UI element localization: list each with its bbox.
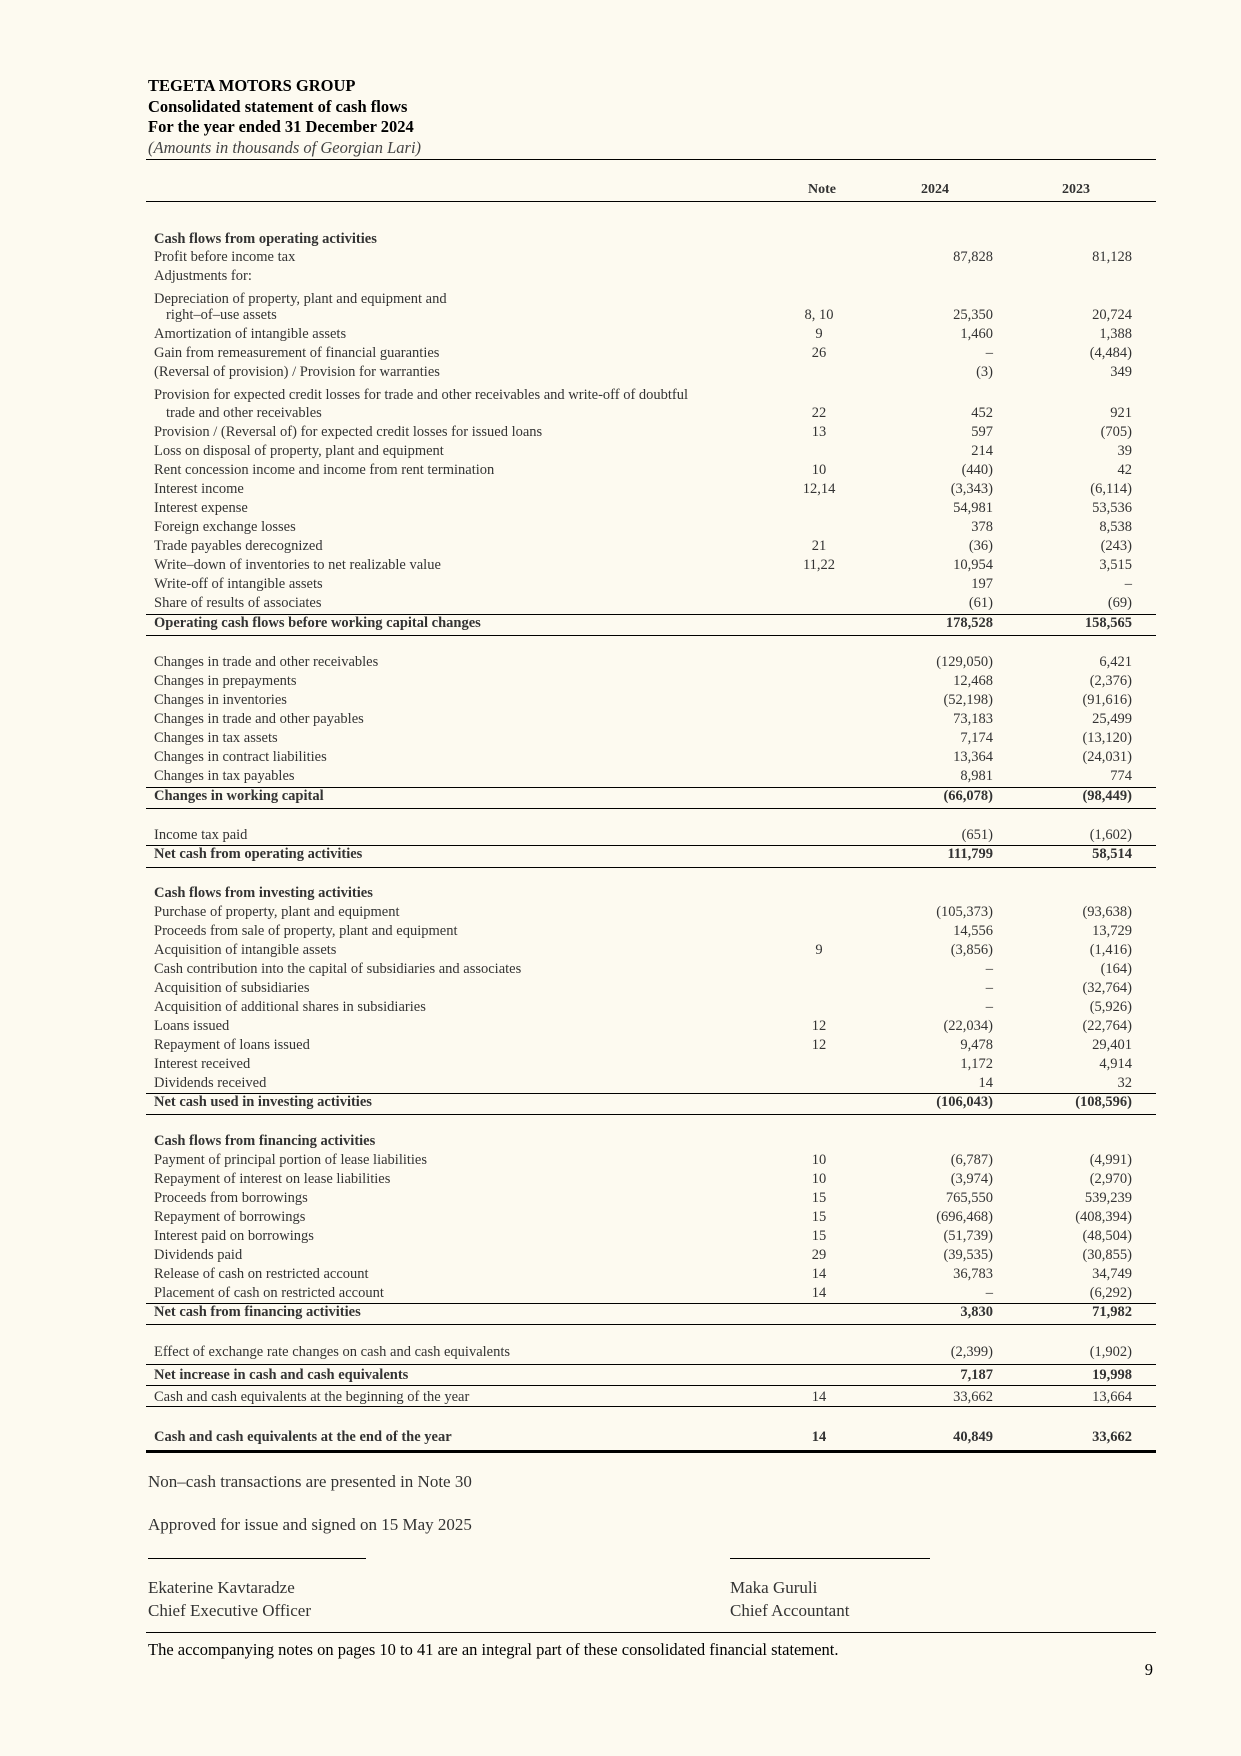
column-header-2024: 2024 bbox=[921, 182, 949, 197]
table-row bbox=[146, 518, 1156, 537]
row-label: Cash flows from investing activities bbox=[154, 885, 373, 901]
value-2024: 111,799 bbox=[947, 846, 993, 862]
value-2024: (651) bbox=[961, 827, 993, 843]
row-label: Cash and cash equivalents at the beginning of the year bbox=[154, 1389, 470, 1405]
row-note: 12,14 bbox=[802, 481, 836, 497]
table-row bbox=[146, 344, 1156, 363]
value-2024: 13,364 bbox=[953, 749, 993, 765]
value-2024: 87,828 bbox=[953, 249, 993, 265]
row-label: Changes in prepayments bbox=[154, 673, 297, 689]
value-2023: 34,749 bbox=[1092, 1266, 1132, 1282]
table-row bbox=[146, 960, 1156, 979]
row-label: trade and other receivables bbox=[166, 405, 322, 421]
value-2023: (1,416) bbox=[1089, 942, 1132, 958]
table-row bbox=[146, 1284, 1156, 1303]
row-label: Write-off of intangible assets bbox=[154, 576, 323, 592]
value-2023: (108,596) bbox=[1075, 1094, 1132, 1110]
value-2023: (1,602) bbox=[1089, 827, 1132, 843]
value-2023: 3,515 bbox=[1099, 557, 1132, 573]
total-row bbox=[146, 1303, 1156, 1322]
table-row bbox=[146, 1265, 1156, 1284]
column-header-note: Note bbox=[808, 182, 836, 197]
row-label: Effect of exchange rate changes on cash and cash equivalents bbox=[154, 1344, 511, 1360]
table-row bbox=[146, 1189, 1156, 1208]
value-2024: (52,198) bbox=[943, 692, 993, 708]
row-label: Adjustments for: bbox=[154, 268, 252, 284]
row-label: Interest received bbox=[154, 1056, 251, 1072]
row-label: Provision / (Reversal of) for expected credit losses for issued loans bbox=[154, 424, 543, 440]
value-2024: 8,981 bbox=[960, 768, 993, 784]
value-2023: (4,484) bbox=[1089, 345, 1132, 361]
table-row bbox=[146, 710, 1156, 729]
value-2023: 71,982 bbox=[1092, 1304, 1132, 1320]
value-2024: 7,174 bbox=[960, 730, 993, 746]
row-label: Share of results of associates bbox=[154, 595, 322, 611]
value-2024: (3) bbox=[976, 364, 993, 380]
table-rule bbox=[146, 635, 1156, 636]
value-2024: 54,981 bbox=[953, 500, 993, 516]
value-2024: 214 bbox=[971, 443, 993, 459]
row-label: Cash and cash equivalents at the end of the year bbox=[154, 1429, 452, 1445]
row-label: Net cash from operating activities bbox=[154, 846, 363, 862]
non-cash-note: Non–cash transactions are presented in Note 30 bbox=[148, 1472, 472, 1491]
value-2023: (4,991) bbox=[1089, 1152, 1132, 1168]
table-row bbox=[146, 423, 1156, 442]
value-2024: 10,954 bbox=[953, 557, 993, 573]
row-label: Dividends received bbox=[154, 1075, 267, 1091]
row-note: 10 bbox=[811, 462, 827, 478]
value-2024: 1,460 bbox=[960, 326, 993, 342]
value-2023: (22,764) bbox=[1082, 1018, 1132, 1034]
footer-rule bbox=[146, 1632, 1156, 1633]
table-row bbox=[146, 653, 1156, 672]
row-note: 15 bbox=[811, 1209, 827, 1225]
table-row bbox=[146, 575, 1156, 594]
value-2024: – bbox=[985, 345, 993, 361]
total-row bbox=[146, 1428, 1156, 1447]
value-2023: 39 bbox=[1117, 443, 1132, 459]
table-rule bbox=[146, 614, 1156, 615]
section-heading bbox=[146, 1132, 1156, 1151]
row-label: Net increase in cash and cash equivalents bbox=[154, 1367, 409, 1383]
row-note: 15 bbox=[811, 1228, 827, 1244]
row-note: 12 bbox=[811, 1018, 827, 1034]
table-row bbox=[146, 1170, 1156, 1189]
row-note: 13 bbox=[811, 424, 827, 440]
value-2024: – bbox=[985, 980, 993, 996]
row-note: 21 bbox=[811, 538, 827, 554]
value-2024: (51,739) bbox=[943, 1228, 993, 1244]
row-label: Changes in contract liabilities bbox=[154, 749, 327, 765]
value-2024: (3,856) bbox=[950, 942, 993, 958]
row-label: Placement of cash on restricted account bbox=[154, 1285, 384, 1301]
page-number: 9 bbox=[1144, 1660, 1153, 1679]
row-label: Net cash from financing activities bbox=[154, 1304, 361, 1320]
value-2024: (3,974) bbox=[950, 1171, 993, 1187]
table-row bbox=[146, 672, 1156, 691]
value-2024: 25,350 bbox=[953, 307, 993, 323]
row-note: 14 bbox=[811, 1285, 827, 1301]
value-2023: (91,616) bbox=[1082, 692, 1132, 708]
value-2024: 197 bbox=[971, 576, 993, 592]
row-label: Loss on disposal of property, plant and equipment bbox=[154, 443, 444, 459]
value-2023: 42 bbox=[1117, 462, 1132, 478]
value-2023: (1,902) bbox=[1089, 1344, 1132, 1360]
section-heading bbox=[146, 884, 1156, 903]
total-row bbox=[146, 787, 1156, 806]
row-label: Cash flows from operating activities bbox=[154, 231, 377, 247]
row-label: Changes in inventories bbox=[154, 692, 287, 708]
value-2024: 597 bbox=[971, 424, 993, 440]
value-2023: 921 bbox=[1110, 405, 1132, 421]
row-note: 26 bbox=[811, 345, 827, 361]
table-row bbox=[146, 1388, 1156, 1407]
value-2024: 73,183 bbox=[953, 711, 993, 727]
row-note: 10 bbox=[811, 1171, 827, 1187]
table-row bbox=[146, 748, 1156, 767]
value-2024: (61) bbox=[968, 595, 993, 611]
table-row bbox=[146, 480, 1156, 499]
table-row bbox=[146, 248, 1156, 267]
statement-title: Consolidated statement of cash flows bbox=[148, 96, 408, 116]
value-2023: (24,031) bbox=[1082, 749, 1132, 765]
table-row bbox=[146, 442, 1156, 461]
row-label: Proceeds from borrowings bbox=[154, 1190, 308, 1206]
table-row bbox=[146, 325, 1156, 344]
row-label: Acquisition of subsidiaries bbox=[154, 980, 310, 996]
table-rule bbox=[146, 867, 1156, 868]
total-row bbox=[146, 1093, 1156, 1112]
document-header bbox=[148, 76, 421, 158]
column-header-2023: 2023 bbox=[1062, 182, 1090, 197]
value-2023: – bbox=[1124, 576, 1132, 592]
value-2023: 32 bbox=[1117, 1075, 1132, 1091]
row-label: Changes in tax payables bbox=[154, 768, 295, 784]
value-2023: (2,376) bbox=[1089, 673, 1132, 689]
value-2024: (39,535) bbox=[943, 1247, 993, 1263]
value-2023: (243) bbox=[1100, 538, 1132, 554]
signature-line-ceo bbox=[148, 1558, 366, 1559]
row-note: 9 bbox=[815, 942, 823, 958]
row-label: Interest paid on borrowings bbox=[154, 1228, 314, 1244]
row-note: 14 bbox=[811, 1266, 827, 1282]
value-2023: (32,764) bbox=[1082, 980, 1132, 996]
value-2023: 13,729 bbox=[1092, 923, 1132, 939]
value-2024: (22,034) bbox=[943, 1018, 993, 1034]
table-row bbox=[146, 1036, 1156, 1055]
notes-statement: The accompanying notes on pages 10 to 41 are an integral part of these consolidated financial statement. bbox=[148, 1640, 839, 1659]
value-2024: (696,468) bbox=[936, 1209, 993, 1225]
table-row bbox=[146, 1074, 1156, 1093]
value-2024: – bbox=[985, 1285, 993, 1301]
table-row bbox=[146, 1208, 1156, 1227]
row-label: Gain from remeasurement of financial guaranties bbox=[154, 345, 440, 361]
table-row bbox=[146, 386, 1156, 405]
row-label: Depreciation of property, plant and equipment and bbox=[154, 291, 447, 307]
table-rule bbox=[146, 1303, 1156, 1304]
value-2023: 20,724 bbox=[1092, 307, 1132, 323]
row-label: Loans issued bbox=[154, 1018, 230, 1034]
value-2023: (408,394) bbox=[1075, 1209, 1132, 1225]
value-2023: 29,401 bbox=[1092, 1037, 1132, 1053]
value-2024: (2,399) bbox=[950, 1344, 993, 1360]
value-2024: 14 bbox=[978, 1075, 993, 1091]
table-rule bbox=[146, 1406, 1156, 1407]
units-note: (Amounts in thousands of Georgian Lari) bbox=[148, 137, 422, 157]
value-2023: 774 bbox=[1110, 768, 1132, 784]
table-row bbox=[146, 1343, 1156, 1362]
value-2024: 9,478 bbox=[960, 1037, 993, 1053]
table-rule bbox=[146, 1450, 1156, 1453]
value-2023: 25,499 bbox=[1092, 711, 1132, 727]
row-label: Changes in trade and other payables bbox=[154, 711, 364, 727]
table-rule bbox=[146, 845, 1156, 846]
signature-line-accountant bbox=[730, 1558, 930, 1559]
signer-accountant-name: Maka Guruli bbox=[730, 1578, 818, 1597]
table-rule bbox=[146, 1364, 1156, 1365]
row-label: Repayment of loans issued bbox=[154, 1037, 310, 1053]
value-2023: (2,970) bbox=[1089, 1171, 1132, 1187]
table-rule bbox=[146, 1093, 1156, 1094]
table-row bbox=[146, 922, 1156, 941]
table-row bbox=[146, 363, 1156, 382]
header-rule bbox=[146, 159, 1156, 160]
value-2023: (6,292) bbox=[1089, 1285, 1132, 1301]
value-2023: (48,504) bbox=[1082, 1228, 1132, 1244]
value-2024: 1,172 bbox=[960, 1056, 993, 1072]
column-header-rule bbox=[146, 201, 1156, 202]
value-2023: (6,114) bbox=[1090, 481, 1132, 497]
row-label: Repayment of interest on lease liabilities bbox=[154, 1171, 391, 1187]
value-2023: 58,514 bbox=[1092, 846, 1132, 862]
row-note: 15 bbox=[811, 1190, 827, 1206]
table-row bbox=[146, 594, 1156, 613]
total-row bbox=[146, 845, 1156, 864]
table-row bbox=[146, 767, 1156, 786]
value-2023: 8,538 bbox=[1099, 519, 1132, 535]
value-2024: (105,373) bbox=[936, 904, 993, 920]
value-2024: (440) bbox=[961, 462, 993, 478]
value-2023: (705) bbox=[1100, 424, 1132, 440]
value-2024: 40,849 bbox=[953, 1429, 993, 1445]
table-rule bbox=[146, 1385, 1156, 1386]
value-2024: 36,783 bbox=[953, 1266, 993, 1282]
value-2024: (36) bbox=[968, 538, 993, 554]
row-label: Repayment of borrowings bbox=[154, 1209, 306, 1225]
row-label: Payment of principal portion of lease liabilities bbox=[154, 1152, 428, 1168]
table-row bbox=[146, 729, 1156, 748]
total-row bbox=[146, 1366, 1156, 1385]
row-label: Dividends paid bbox=[154, 1247, 243, 1263]
approval-note: Approved for issue and signed on 15 May 2025 bbox=[148, 1515, 472, 1534]
value-2024: 7,187 bbox=[960, 1367, 993, 1383]
row-label: Purchase of property, plant and equipment bbox=[154, 904, 400, 920]
value-2024: 178,528 bbox=[945, 615, 993, 631]
row-label: Release of cash on restricted account bbox=[154, 1266, 369, 1282]
value-2023: (5,926) bbox=[1089, 999, 1132, 1015]
table-rule bbox=[146, 808, 1156, 809]
value-2024: 3,830 bbox=[960, 1304, 993, 1320]
row-label: Net cash used in investing activities bbox=[154, 1094, 372, 1110]
value-2023: 53,536 bbox=[1092, 500, 1132, 516]
value-2024: 33,662 bbox=[953, 1389, 993, 1405]
row-label: Rent concession income and income from rent termination bbox=[154, 462, 495, 478]
table-row bbox=[146, 404, 1156, 423]
row-label: Amortization of intangible assets bbox=[154, 326, 347, 342]
row-label: Interest expense bbox=[154, 500, 248, 516]
company-name: TEGETA MOTORS GROUP bbox=[148, 76, 356, 95]
table-row bbox=[146, 1246, 1156, 1265]
value-2023: (69) bbox=[1107, 595, 1132, 611]
table-row bbox=[146, 499, 1156, 518]
value-2024: (3,343) bbox=[950, 481, 993, 497]
value-2024: 378 bbox=[971, 519, 993, 535]
value-2023: 1,388 bbox=[1099, 326, 1132, 342]
table-row bbox=[146, 691, 1156, 710]
row-label: Income tax paid bbox=[154, 827, 248, 843]
value-2024: 14,556 bbox=[953, 923, 993, 939]
table-row bbox=[146, 1151, 1156, 1170]
section-heading bbox=[146, 230, 1156, 249]
value-2023: 349 bbox=[1110, 364, 1132, 380]
value-2023: 13,664 bbox=[1092, 1389, 1132, 1405]
statement-period: For the year ended 31 December 2024 bbox=[148, 117, 414, 136]
row-note: 10 bbox=[811, 1152, 827, 1168]
row-label: Changes in trade and other receivables bbox=[154, 654, 379, 670]
value-2023: (164) bbox=[1100, 961, 1132, 977]
value-2023: 158,565 bbox=[1084, 615, 1132, 631]
value-2024: (106,043) bbox=[936, 1094, 993, 1110]
table-row bbox=[146, 979, 1156, 998]
value-2024: – bbox=[985, 961, 993, 977]
row-label: Acquisition of intangible assets bbox=[154, 942, 337, 958]
value-2023: 19,998 bbox=[1092, 1367, 1132, 1383]
row-note: 8, 10 bbox=[804, 307, 834, 323]
table-row bbox=[146, 556, 1156, 575]
row-label: Acquisition of additional shares in subsidiaries bbox=[154, 999, 426, 1015]
table-row bbox=[146, 903, 1156, 922]
value-2023: 33,662 bbox=[1092, 1429, 1132, 1445]
table-row bbox=[146, 537, 1156, 556]
row-note: 14 bbox=[811, 1389, 827, 1405]
value-2023: (13,120) bbox=[1082, 730, 1132, 746]
value-2023: 4,914 bbox=[1099, 1056, 1132, 1072]
table-row bbox=[146, 1227, 1156, 1246]
value-2024: (6,787) bbox=[950, 1152, 993, 1168]
table-row bbox=[146, 998, 1156, 1017]
value-2023: 81,128 bbox=[1092, 249, 1132, 265]
value-2024: 765,550 bbox=[945, 1190, 993, 1206]
row-label: Interest income bbox=[154, 481, 244, 497]
table-rule bbox=[146, 787, 1156, 788]
row-label: Write–down of inventories to net realizable value bbox=[154, 557, 441, 573]
value-2023: 6,421 bbox=[1099, 654, 1132, 670]
row-label: Foreign exchange losses bbox=[154, 519, 296, 535]
row-note: 22 bbox=[811, 405, 827, 421]
row-note: 29 bbox=[811, 1247, 827, 1263]
table-row bbox=[146, 461, 1156, 480]
row-label: Profit before income tax bbox=[154, 249, 296, 265]
table-row bbox=[146, 941, 1156, 960]
table-row bbox=[146, 267, 1156, 286]
value-2024: 452 bbox=[971, 405, 993, 421]
value-2024: (129,050) bbox=[936, 654, 993, 670]
row-label: Changes in working capital bbox=[154, 788, 324, 804]
row-note: 9 bbox=[815, 326, 823, 342]
signer-accountant-title: Chief Accountant bbox=[730, 1601, 850, 1620]
row-label: Proceeds from sale of property, plant and equipment bbox=[154, 923, 458, 939]
row-label: Cash flows from financing activities bbox=[154, 1133, 376, 1149]
row-note: 12 bbox=[811, 1037, 827, 1053]
table-rule bbox=[146, 1324, 1156, 1325]
table-row bbox=[146, 826, 1156, 845]
row-label: Operating cash flows before working capital changes bbox=[154, 615, 481, 631]
signer-ceo-name: Ekaterine Kavtaradze bbox=[148, 1578, 295, 1597]
value-2024: 12,468 bbox=[953, 673, 993, 689]
value-2024: (66,078) bbox=[943, 788, 993, 804]
table-row bbox=[146, 1055, 1156, 1074]
row-note: 11,22 bbox=[802, 557, 836, 573]
row-label: Changes in tax assets bbox=[154, 730, 278, 746]
value-2023: (93,638) bbox=[1082, 904, 1132, 920]
value-2023: (98,449) bbox=[1082, 788, 1132, 804]
row-label: Trade payables derecognized bbox=[154, 538, 323, 554]
row-label: (Reversal of provision) / Provision for warranties bbox=[154, 364, 440, 380]
row-label: right–of–use assets bbox=[166, 307, 277, 323]
value-2023: (30,855) bbox=[1082, 1247, 1132, 1263]
table-rule bbox=[146, 1114, 1156, 1115]
row-note: 14 bbox=[811, 1429, 827, 1445]
row-label: Cash contribution into the capital of subsidiaries and associates bbox=[154, 961, 522, 977]
value-2024: – bbox=[985, 999, 993, 1015]
value-2023: 539,239 bbox=[1084, 1190, 1132, 1206]
total-row bbox=[146, 614, 1156, 633]
signer-ceo-title: Chief Executive Officer bbox=[148, 1601, 312, 1620]
row-label: Provision for expected credit losses for trade and other receivables and write-off of doubtful bbox=[154, 387, 689, 403]
table-row bbox=[146, 306, 1156, 325]
table-row bbox=[146, 1017, 1156, 1036]
